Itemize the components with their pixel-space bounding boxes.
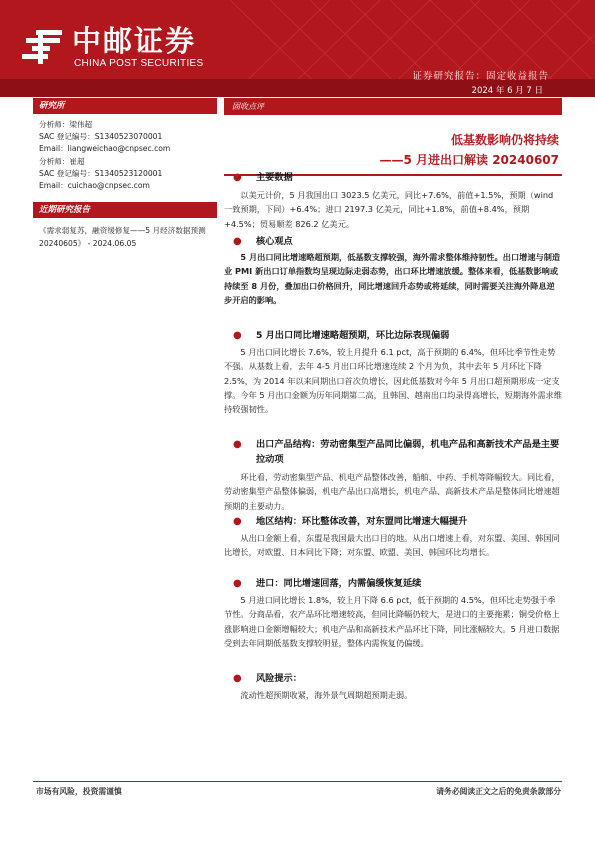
report-type: 证券研究报告：固定收益报告 <box>412 71 549 82</box>
footer-disclaimer: 请务必阅读正文之后的免责条款部分 <box>436 787 561 796</box>
bullet-icon: ● <box>233 330 242 341</box>
bullet-icon: ● <box>233 439 242 450</box>
report-title: 低基数影响仍将持续 <box>450 133 559 147</box>
sidebar <box>33 98 217 250</box>
analyst-line: SAC 登记编号：S1340523070001 <box>39 132 163 142</box>
section-heading: ● 风险提示： <box>233 673 302 684</box>
logo-text-cn: 中邮证券 <box>72 24 197 58</box>
section-heading: ● 地区结构：环比整体改善，对东盟同比增速大幅提升 <box>233 516 468 527</box>
section-body: 环比看，劳动密集型产品、机电产品整体改善，船舶、中药、手机等降幅较大。同比看，劳动密集型产品整体偏弱，机电产品出口高增长，机电产品、高新技术产品是整体同比增速超预期的主要动力。 <box>224 472 560 511</box>
section-body: 5 月出口同比增速略超预期，低基数支撑较强，海外需求整体维持韧性。出口增速与制造业 PMI 新出口订单指数均呈现边际走弱态势，出口环比增速放缓。整体来看，低基数影响或持续至 8 月份，叠加出口价格回升，同比增速回升态势或将延续，同时需要关注海外降息逆步开启的影响。 <box>224 252 561 305</box>
section-core-views <box>224 235 562 307</box>
section-body: 5 月出口同比增长 7.6%，较上月提升 6.1 pct，高于预期的 6.4%，但环比季节性走势不强。从基数上看，去年 4-5 月出口环比增速连续 2 个月为负，其中去年 5 月环比下降 2.5%，为 2014 年以来同期出口首次负增长，因此低基数对今年 5 月出口超预期形成一定支撑。今年 5 月出口金额为历年同期第二高，且韩国、越南出口均录得高增长，短期海外需求维持较强韧性。 <box>224 347 562 415</box>
main-header <box>224 98 562 176</box>
section-body: 流动性超预期收紧，海外景气周期超预期走弱。 <box>240 690 413 700</box>
section-heading: ● 主要数据 <box>233 172 293 183</box>
report-subtitle: ——5 月进出口解读 20240607 <box>379 153 559 167</box>
analyst-email[interactable]: Email：liangweichao@cnpsec.com <box>39 144 171 154</box>
section-body: 以美元计价，5 月我国出口 3023.5 亿美元，同比+7.6%，前值+1.5%，预期（wind 一致预期，下同）+6.4%；进口 2197.3 亿美元，同比+1.8%，前值+8.4%，预期+4.5%；贸易顺差 826.2 亿美元。 <box>224 190 554 229</box>
section-heading: ● 5 月出口同比增速略超预期，环比边际表现偏弱 <box>233 330 450 341</box>
section-body: 5 月进口同比增长 1.8%，较上月下降 6.6 pct，低于预期的 4.5%，但环比走势强于季节性。分商品看，农产品环比增速较高，但同比降幅仍较大，是进口的主要拖累；铜受价格上涨影响进口金额增幅较大；机电产品和高新技术产品环比下降，同比涨幅较大。5 月进口数据受到去年同期低基数支撑较明显，整体内需恢复仍偏缓。 <box>224 595 560 648</box>
header-banner <box>0 0 595 97</box>
section-heading: ● 核心观点 <box>233 236 293 247</box>
bullet-icon: ● <box>233 236 242 247</box>
section-heading: ● 出口产品结构：劳动密集型产品同比偏弱，机电产品和高新技术产品是主要拉动项 <box>233 439 560 465</box>
footer-risk-note: 市场有风险，投资需谨慎 <box>36 787 122 796</box>
analyst-email[interactable]: Email：cuichao@cnpsec.com <box>39 181 150 191</box>
section-export-regions <box>224 515 562 560</box>
section-export-products <box>224 437 562 513</box>
footer-divider <box>33 781 562 782</box>
analyst-list <box>33 114 217 200</box>
section-body: 从出口金额上看，东盟是我国最大出口目的地。从出口增速上看，对东盟、美国、韩国同比增长，对欧盟、日本同比下降；对东盟、欧盟、美国、韩国环比均增长。 <box>224 533 560 558</box>
bullet-icon: ● <box>233 172 242 183</box>
analyst-line: SAC 登记编号：S1340523120001 <box>39 168 163 178</box>
category-bar: 固收点评 <box>224 98 562 115</box>
logo-text-en: CHINA POST SECURITIES <box>74 58 204 69</box>
research-header: 研究所 <box>33 98 217 114</box>
analyst-line: 分析师：崔超 <box>39 156 85 166</box>
recent-report-link[interactable]: 《需求弱复苏，融资缓修复——5 月经济数据预测 20240605》 - 2024.06.05 <box>39 226 206 249</box>
bullet-icon: ● <box>233 673 242 684</box>
bullet-icon: ● <box>233 578 242 589</box>
recent-reports-header: 近期研究报告 <box>33 202 217 218</box>
section-heading: ● 进口：同比增速回落，内需偏缓恢复延续 <box>233 578 422 589</box>
section-export-overview <box>224 329 562 416</box>
report-date: 2024 年 6 月 7 日 <box>471 86 543 96</box>
bullet-icon: ● <box>233 516 242 527</box>
analyst-line: 分析师：梁伟超 <box>39 120 93 129</box>
section-main-data <box>224 171 562 231</box>
section-risk <box>224 672 562 702</box>
section-imports <box>224 577 562 650</box>
logo-icon <box>22 28 66 68</box>
